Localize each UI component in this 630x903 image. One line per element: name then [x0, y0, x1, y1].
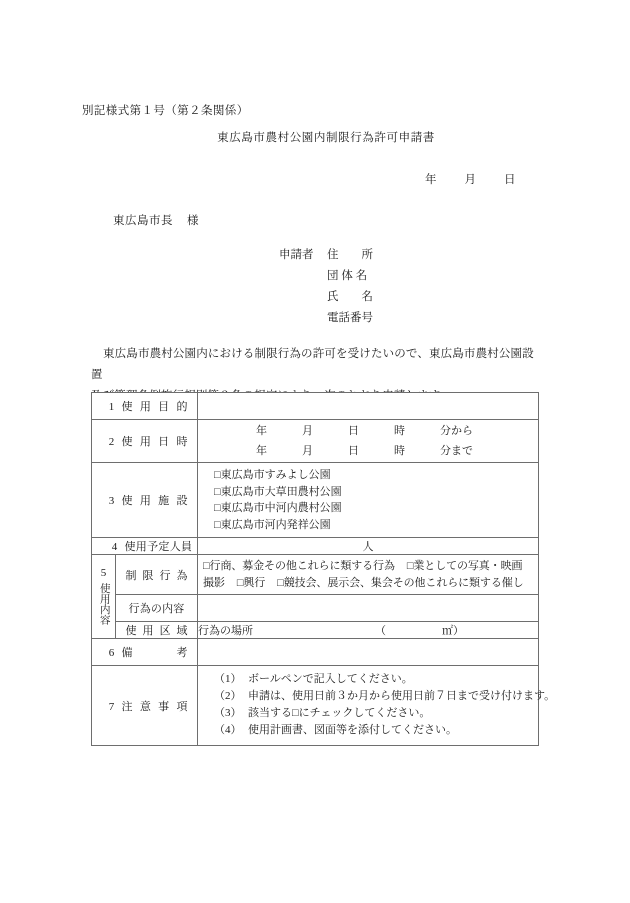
act-option-photography-cont: 撮影 — [203, 576, 225, 589]
row-number-3: 3 — [108, 495, 115, 507]
table-row-datetime — [92, 420, 539, 463]
act-option-performance[interactable]: □興行 — [236, 576, 266, 589]
note-text-3: 該当する□にチェックしてください。 — [248, 707, 431, 719]
document-reference: 別記様式第１号（第２条関係） — [82, 105, 249, 117]
datetime-from-line — [198, 420, 538, 443]
note-text-1: ボールペンで記入してください。 — [248, 673, 413, 685]
table-row-act-content — [92, 595, 539, 622]
row-label-usage-content — [92, 555, 116, 639]
applicant-lead-label: 申請者 — [279, 249, 314, 261]
row-label-remarks — [92, 639, 198, 666]
applicant-block — [279, 246, 399, 330]
date-year: 年 — [425, 174, 437, 186]
datetime-to-day: 日 — [348, 444, 359, 457]
intro-line-1: 東広島市農村公園内における制限行為の許可を受けたいので、東広島市農村公園設置 — [91, 348, 534, 381]
note-number-2: （2） — [214, 690, 242, 702]
applicant-field-address: 住 所 — [327, 249, 373, 261]
datetime-from-minute: 分から — [440, 425, 473, 437]
act-option-peddling[interactable]: □行商、募金その他これらに類する行為 — [203, 560, 395, 572]
date-day: 日 — [504, 174, 516, 186]
row-value-act-content[interactable] — [198, 595, 539, 622]
row-value-usage-area[interactable] — [198, 622, 539, 639]
row-label-facility — [92, 463, 198, 538]
applicant-field-organization: 団 体 名 — [327, 270, 368, 282]
addressee-honorific: 様 — [187, 215, 199, 227]
row-label-text-notes: 注 意 事 項 — [121, 700, 188, 713]
addressee-name: 東広島市長 — [113, 215, 173, 227]
row-number-4: 4 — [111, 541, 118, 553]
note-item-1 — [214, 671, 532, 688]
applicant-row-name — [279, 288, 399, 309]
act-option-event[interactable]: □競技会、展示会、集会その他これらに類する催し — [277, 576, 524, 589]
facility-option-sumiyoshi[interactable]: □東広島市すみよし公園 — [214, 469, 331, 481]
sub-label-text-usage-area: 使 用 区 域 — [125, 625, 188, 637]
date-line — [425, 171, 516, 187]
row-label-purpose — [92, 393, 198, 420]
table-row-purpose — [92, 393, 539, 420]
datetime-from-month: 月 — [302, 425, 313, 437]
row-label-text-remarks: 備 考 — [121, 647, 188, 659]
applicant-row-organization — [279, 267, 399, 288]
document-title: 東広島市農村公園内制限行為許可申請書 — [217, 132, 435, 144]
facility-option-kouchihasshou[interactable]: □東広島市河内発祥公園 — [214, 518, 331, 531]
headcount-unit: 人 — [362, 541, 374, 553]
row-number-5: 5 — [100, 567, 107, 579]
table-row-usage-area — [92, 622, 539, 639]
row-number-1: 1 — [108, 401, 115, 413]
datetime-from-hour: 時 — [394, 425, 405, 437]
applicant-field-name: 氏 名 — [327, 291, 373, 303]
datetime-to-year: 年 — [256, 444, 267, 457]
facility-option-okusada[interactable]: □東広島市大草田農村公園 — [214, 485, 342, 498]
table-row-restricted-act — [92, 555, 539, 595]
row-label-text-datetime: 使 用 日 時 — [121, 436, 188, 448]
usage-area-paren-open: （ — [375, 625, 386, 637]
addressee — [113, 212, 199, 228]
sub-label-restricted-act — [116, 555, 198, 595]
datetime-to-month: 月 — [302, 444, 313, 457]
datetime-from-year: 年 — [256, 425, 267, 437]
table-row-headcount — [92, 538, 539, 555]
usage-area-unit: ㎡ — [442, 625, 453, 637]
datetime-to-minute: 分まで — [440, 444, 473, 457]
facility-option-nakagouchi[interactable]: □東広島市中河内農村公園 — [214, 502, 342, 514]
note-number-4: （4） — [214, 724, 242, 736]
row-number-7: 7 — [108, 700, 115, 713]
application-form-table — [91, 392, 556, 746]
sub-label-act-content — [116, 595, 198, 622]
row-value-facility — [198, 463, 539, 538]
usage-area-place-label: 行為の場所 — [198, 625, 253, 637]
row-label-text-usage-content: 使用内容 — [98, 583, 110, 625]
facility-checkbox-list — [198, 463, 538, 537]
note-number-1: （1） — [214, 673, 242, 685]
row-value-purpose[interactable] — [198, 393, 539, 420]
note-number-3: （3） — [214, 707, 242, 719]
usage-area-paren-close: ） — [453, 625, 464, 637]
row-label-headcount — [92, 538, 198, 555]
sub-label-text-act-content: 行為の内容 — [128, 603, 185, 615]
row-label-notes — [92, 666, 198, 746]
datetime-from-day: 日 — [348, 425, 359, 437]
table-row-remarks — [92, 639, 539, 666]
row-value-headcount[interactable] — [198, 538, 539, 555]
datetime-to-hour: 時 — [394, 444, 405, 457]
table-row-facility — [92, 463, 539, 538]
notes-list — [198, 666, 556, 745]
table-row-notes — [92, 666, 539, 746]
row-value-restricted-act — [198, 555, 539, 595]
row-number-2: 2 — [108, 436, 115, 448]
row-value-datetime[interactable] — [198, 420, 539, 463]
row-value-remarks[interactable] — [198, 639, 539, 666]
applicant-row-address — [279, 246, 399, 267]
sub-label-text-restricted-act: 制 限 行 為 — [125, 569, 188, 582]
datetime-to-line — [198, 443, 538, 463]
note-item-3 — [214, 705, 532, 722]
note-text-2: 申請は、使用日前３か月から使用日前７日まで受け付けます。 — [248, 690, 556, 702]
act-option-photography[interactable]: □業としての写真・映画 — [406, 560, 523, 572]
row-label-text-headcount: 使用予定人員 — [124, 541, 193, 553]
sub-label-usage-area — [116, 622, 198, 639]
row-label-text-purpose: 使 用 目 的 — [121, 401, 188, 413]
note-item-2 — [214, 688, 556, 705]
date-month: 月 — [464, 174, 476, 186]
row-label-text-facility: 使 用 施 設 — [121, 495, 188, 507]
row-number-6: 6 — [108, 647, 115, 659]
row-value-notes — [198, 666, 556, 746]
applicant-field-phone: 電話番号 — [327, 312, 373, 324]
note-text-4: 使用計画書、図面等を添付してください。 — [248, 724, 457, 736]
note-item-4 — [214, 722, 532, 739]
applicant-row-phone — [279, 309, 399, 330]
row-label-datetime — [92, 420, 198, 463]
restricted-act-options — [198, 555, 538, 594]
